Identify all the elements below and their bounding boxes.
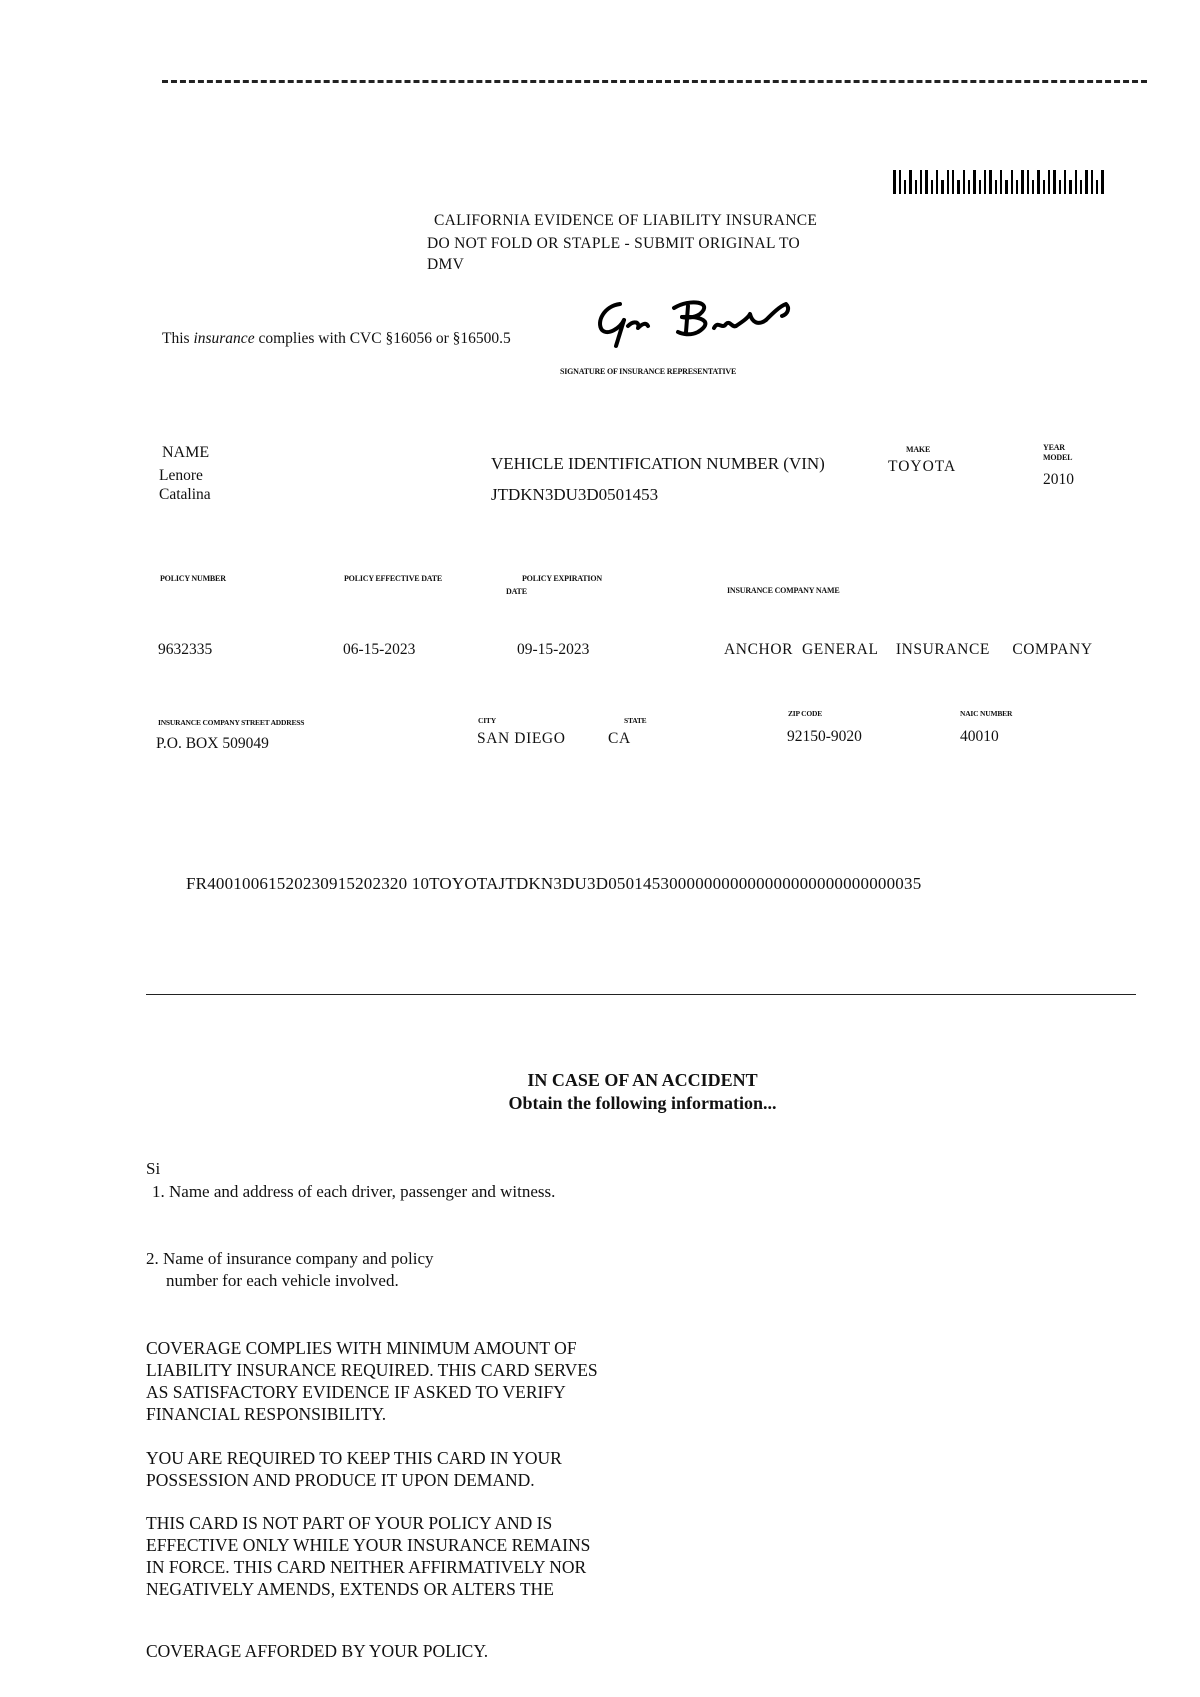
barcode-bar [963, 170, 965, 194]
zip-code-value: 92150-9020 [787, 728, 862, 745]
vin-label: VEHICLE IDENTIFICATION NUMBER (VIN) [491, 454, 825, 473]
notice-coverage: COVERAGE COMPLIES WITH MINIMUM AMOUNT OF LIABILITY INSURANCE REQUIRED. THIS CARD SERVES AS SATISFACTORY EVIDENCE IF ASKED TO VERIFY FINANCIAL RESPONSIBILITY. [146, 1338, 598, 1424]
accident-heading: IN CASE OF AN ACCIDENT [527, 1070, 758, 1090]
barcode-bar [893, 170, 896, 194]
barcode-bar [1069, 180, 1072, 194]
barcode-bar [1032, 180, 1034, 194]
barcode-bar [984, 170, 986, 194]
city-label: CITY [478, 716, 496, 725]
notice-not-part-of-policy: THIS CARD IS NOT PART OF YOUR POLICY AND IS EFFECTIVE ONLY WHILE YOUR INSURANCE REMAINS IN FORCE. THIS CARD NEITHER AFFIRMATIVELY NOR NEGATIVELY AMENDS, EXTENDS OR ALTERS THE [146, 1513, 591, 1599]
instruction-line-dmv: DMV [427, 256, 465, 273]
barcode-bar [1005, 180, 1008, 194]
barcode-bar [1053, 170, 1056, 194]
policy-expiration-date: 09-15-2023 [517, 641, 590, 658]
barcode-bar [995, 180, 997, 194]
instruction-line: DO NOT FOLD OR STAPLE - SUBMIT ORIGINAL TO [427, 235, 801, 252]
barcode-bar [989, 170, 992, 194]
make-value: TOYOTA [888, 458, 957, 475]
barcode-bar [968, 180, 970, 194]
barcode-bar [904, 180, 906, 194]
barcode-bar [973, 170, 976, 194]
policy-expiration-label: POLICY EXPIRATION [522, 574, 602, 583]
barcode-bar [941, 180, 944, 194]
policy-number-label: POLICY NUMBER [160, 574, 226, 583]
signature-caption: SIGNATURE OF INSURANCE REPRESENTATIVE [560, 367, 737, 376]
insured-last-name: Catalina [159, 486, 211, 503]
notice-possession: YOU ARE REQUIRED TO KEEP THIS CARD IN YOUR POSSESSION AND PRODUCE IT UPON DEMAND. [146, 1448, 562, 1490]
barcode-bar [931, 180, 933, 194]
signature-image [590, 292, 800, 352]
barcode-bar [915, 180, 917, 194]
insurance-company-name: ANCHOR GENERAL INSURANCE COMPANY [724, 641, 1093, 658]
barcode-bar [909, 170, 912, 194]
barcode-bar [1101, 170, 1104, 194]
accident-item-1: 1. Name and address of each driver, passenger and witness. [152, 1182, 556, 1201]
compliance-statement: This insurance complies with CVC §16056 or §16500.5 [162, 330, 511, 347]
insured-first-name: Lenore [159, 467, 203, 484]
barcode-bar [936, 170, 938, 194]
zip-code-label: ZIP CODE [788, 709, 823, 718]
policy-expiration-label-date: DATE [506, 587, 527, 596]
barcode-bar [1043, 180, 1045, 194]
barcode-bar [979, 180, 981, 194]
accident-item-2-cont: number for each vehicle involved. [166, 1271, 399, 1290]
vin-value: JTDKN3DU3D0501453 [491, 485, 659, 504]
state-value: CA [608, 730, 631, 747]
year-label: YEAR [1043, 443, 1065, 452]
perforation-line [162, 80, 1147, 83]
naic-number-label: NAIC NUMBER [960, 709, 1013, 718]
naic-number-value: 40010 [960, 728, 999, 745]
barcode-bar [1085, 170, 1088, 194]
barcode-bar [1075, 170, 1077, 194]
barcode-bar [899, 170, 901, 194]
street-address-label: INSURANCE COMPANY STREET ADDRESS [158, 718, 305, 727]
form-title: CALIFORNIA EVIDENCE OF LIABILITY INSURANCE [434, 212, 818, 229]
accident-subheading: Obtain the following information... [508, 1093, 777, 1113]
state-label: STATE [624, 716, 647, 725]
barcode-bar [1016, 180, 1018, 194]
city-value: SAN DIEGO [477, 730, 566, 747]
barcode [893, 168, 1107, 194]
barcode-bar [1037, 170, 1040, 194]
barcode-bar [1059, 180, 1061, 194]
stray-text: Si [146, 1159, 161, 1178]
name-label: NAME [162, 444, 210, 461]
make-label: MAKE [906, 445, 931, 454]
barcode-bar [925, 170, 928, 194]
accident-item-2: 2. Name of insurance company and policy [146, 1249, 434, 1268]
barcode-bar [1011, 170, 1013, 194]
street-address: P.O. BOX 509049 [156, 735, 269, 752]
barcode-bar [920, 170, 922, 194]
barcode-bar [957, 180, 960, 194]
barcode-bar [1048, 170, 1050, 194]
barcode-bar [1064, 170, 1066, 194]
section-divider [146, 994, 1136, 995]
barcode-bar [1091, 170, 1093, 194]
policy-number: 9632335 [158, 641, 213, 658]
barcode-bar [1000, 170, 1002, 194]
barcode-bar [1027, 170, 1029, 194]
policy-effective-date: 06-15-2023 [343, 641, 416, 658]
barcode-bar [1096, 180, 1098, 194]
year-value: 2010 [1043, 471, 1074, 488]
encoded-data-line: FR40010061520230915202320 10TOYOTAJTDKN3DU3D050145300000000000000000000000000035 [186, 874, 922, 893]
notice-coverage-afforded: COVERAGE AFFORDED BY YOUR POLICY. [146, 1641, 489, 1661]
barcode-bar [947, 170, 949, 194]
model-label: MODEL [1043, 453, 1073, 462]
barcode-bar [1080, 180, 1082, 194]
policy-effective-label: POLICY EFFECTIVE DATE [344, 574, 443, 583]
barcode-bar [1021, 170, 1024, 194]
insurance-company-label: INSURANCE COMPANY NAME [727, 586, 840, 595]
barcode-bar [952, 170, 954, 194]
